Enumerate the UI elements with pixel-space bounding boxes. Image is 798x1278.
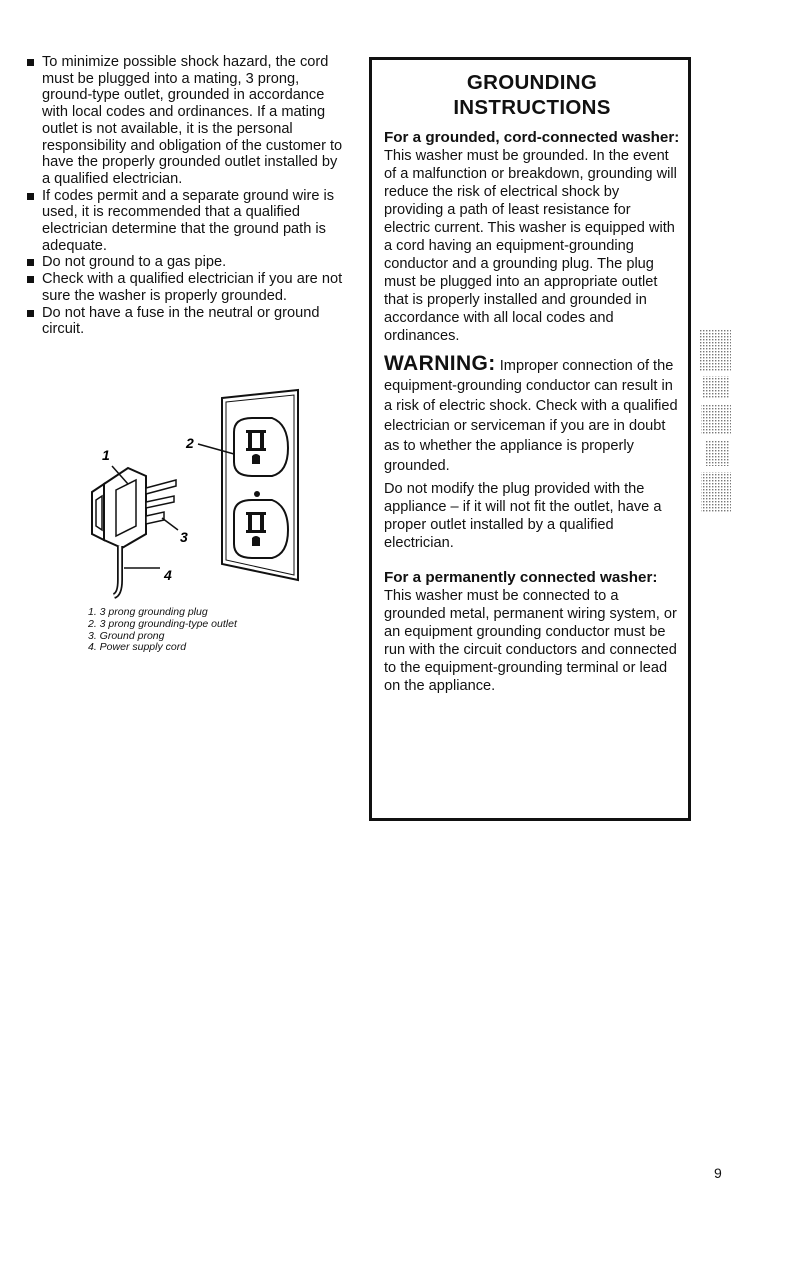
box-title: GROUNDING INSTRUCTIONS [453,71,611,119]
modify-plug-text: Do not modify the plug provided with the appliance – if it will not fit the outlet, have a proper outlet installed by a qualified electrician. [384,481,662,551]
grounded-heading: For a grounded, cord-connected washer: [384,129,680,146]
bullet-item: Do not have a fuse in the neutral or ground circuit. [26,305,344,338]
scan-artifact-marks [697,330,737,520]
callout-1: 1 [102,447,110,463]
legend-item: 4. Power supply cord [88,641,187,654]
bullet-square-icon [27,259,34,266]
legend-item: 3. Ground prong [88,629,165,642]
grounding-instructions-box [369,57,691,821]
plug-outlet-illustration [76,384,316,614]
legend-item: 2. 3 prong grounding-type outlet [88,617,237,630]
bullet-square-icon [27,276,34,283]
callout-4: 4 [164,567,172,583]
warning-paragraph [384,354,680,476]
outlet-icon [222,390,298,580]
bullet-item: If codes permit and a separate ground wire is used, it is recommended that a qualified electrician determine that the ground path is adequate. [26,188,344,255]
page-number: 9 [714,1165,722,1181]
callout-3: 3 [180,529,188,545]
bullet-square-icon [27,59,34,66]
bullet-square-icon [27,193,34,200]
permanent-text: This washer must be connected to a grounded metal, permanent wiring system, or an equipment grounding conductor must be run with the circuit conductors and connected to the equipment-grounding terminal or lead on the appliance. [384,588,677,694]
left-column [26,54,344,338]
bullet-item: To minimize possible shock hazard, the cord must be plugged into a mating, 3 prong, ground-type outlet, grounded in accordance with local codes and ordinances. If a mating outlet is not available, it is the personal responsibility and obligation of the customer to have the properly grounded outlet installed by a qualified electrician. [26,54,344,188]
figure-legend [88,607,328,654]
bullet-square-icon [27,310,34,317]
bullet-item: Check with a qualified electrician if you are not sure the washer is properly grounded. [26,271,344,304]
legend-item: 1. 3 prong grounding plug [88,606,208,618]
permanent-heading: For a permanently connected washer: [384,569,658,586]
warning-text: Improper connection of the equipment-grounding conductor can result in a risk of electric shock. Check with a qualified electrician or serviceman if you are in doubt as to whether the appliance is properly grounded. [384,358,678,474]
bullet-item: Do not ground to a gas pipe. [26,254,344,271]
callout-2: 2 [186,435,194,451]
grounded-text: This washer must be grounded. In the event of a malfunction or breakdown, grounding will reduce the risk of electrical shock by providing a path of least resistance for electric current. This washer is equipped with a cord having an equipment-grounding conductor and a grounding plug. The plug must be plugged into an appropriate outlet that is properly installed and grounded in accordance with all local codes and ordinances. [384,148,677,344]
warning-label: WARNING: [384,352,496,375]
safety-bullet-list [26,54,344,338]
